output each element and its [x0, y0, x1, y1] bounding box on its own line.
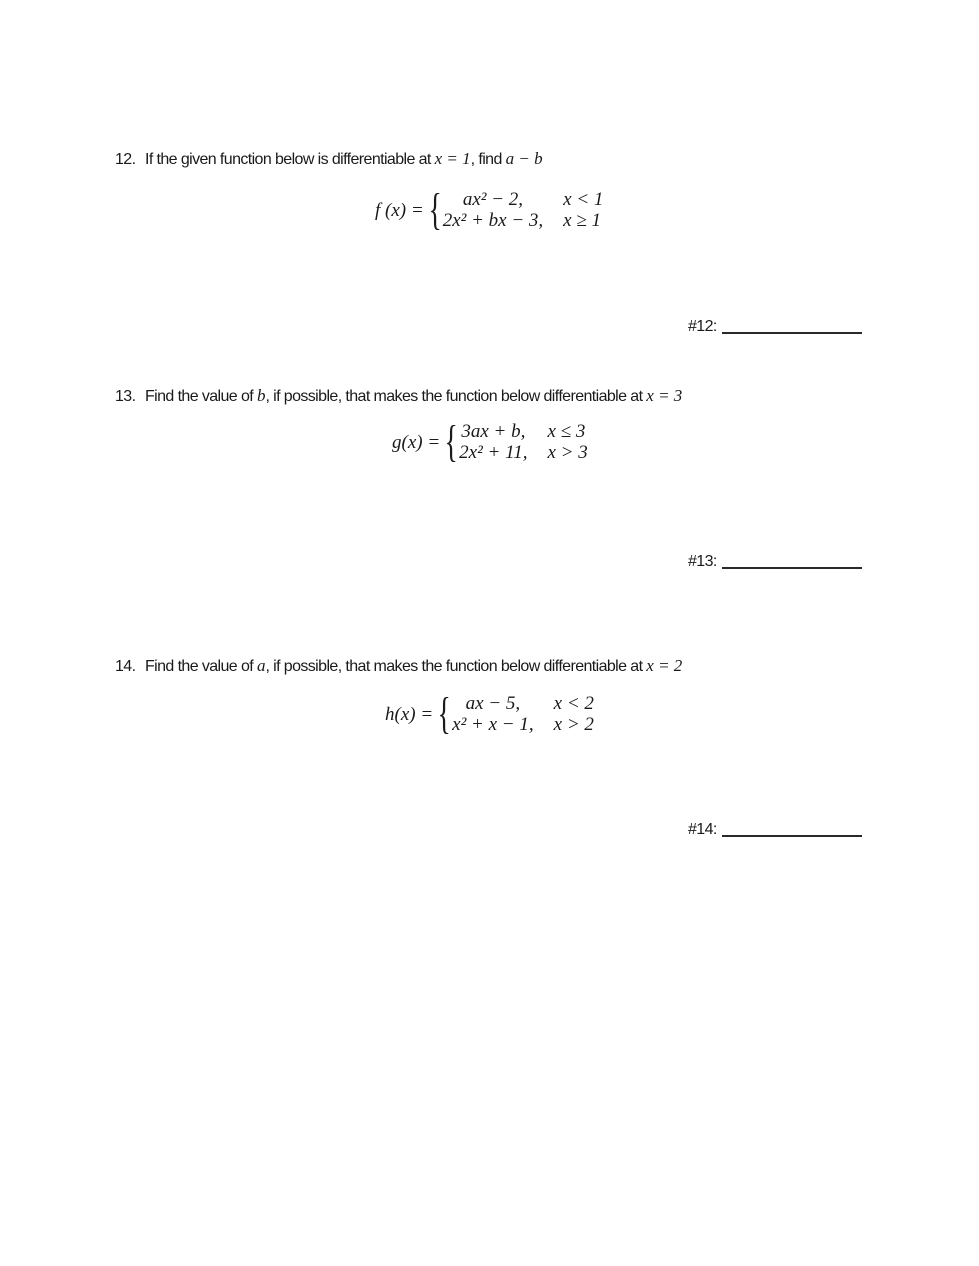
- problem-13-text-2: , if possible, that makes the function below differentiable at: [265, 388, 647, 405]
- problem-12-math-2: a − b: [505, 149, 543, 168]
- problem-13-statement: [115, 385, 682, 408]
- problem-14-answer: [688, 819, 862, 841]
- problem-12-number: 12.: [115, 151, 136, 168]
- left-brace: {: [428, 185, 442, 234]
- answer-blank-line: [722, 567, 862, 569]
- left-brace: {: [437, 689, 451, 738]
- piecewise-rows: [459, 421, 588, 463]
- problem-13-math-1: b: [256, 386, 266, 405]
- left-brace: {: [444, 417, 458, 466]
- problem-14-text-2: , if possible, that makes the function below differentiable at: [265, 658, 647, 675]
- problem-13-text-1: Find the value of: [145, 388, 257, 405]
- answer-label-12: #12:: [688, 318, 717, 335]
- answer-blank-line: [722, 835, 862, 837]
- problem-14-number: 14.: [115, 658, 136, 675]
- problem-12-statement: [115, 148, 543, 171]
- problem-14-piecewise-function: [385, 689, 594, 738]
- piece-expression: 2x² + 11,: [459, 442, 528, 463]
- problem-14-statement: [115, 655, 682, 678]
- problem-13-math-2: x = 3: [646, 386, 683, 405]
- answer-label-13: #13:: [688, 553, 717, 570]
- answer-blank-line: [722, 332, 862, 334]
- problem-13-number: 13.: [115, 388, 136, 405]
- piece-expression: ax − 5,: [465, 693, 521, 714]
- problem-12-answer: [688, 316, 862, 338]
- problem-14-math-1: a: [256, 656, 266, 675]
- piece-condition: x < 2: [553, 693, 594, 714]
- piecewise-rows: [452, 693, 594, 735]
- piecewise-rows: [443, 189, 604, 231]
- piece-expression: 2x² + bx − 3,: [442, 210, 544, 231]
- piece-condition: x ≥ 1: [563, 210, 602, 231]
- function-lhs-g: g(x) =: [392, 431, 441, 453]
- problem-13-piecewise-function: [392, 417, 588, 466]
- piece-condition: x > 2: [553, 714, 594, 735]
- function-lhs-h: h(x) =: [385, 703, 434, 725]
- problem-14-text-1: Find the value of: [145, 658, 257, 675]
- piece-expression: 3ax + b,: [461, 421, 526, 442]
- problem-12-piecewise-function: [375, 185, 604, 234]
- problem-12-math-1: x = 1: [434, 149, 471, 168]
- piece-condition: x ≤ 3: [547, 421, 586, 442]
- problem-12-text-2: , find: [470, 151, 506, 168]
- answer-label-14: #14:: [688, 821, 717, 838]
- function-lhs-f: f (x) =: [375, 199, 424, 221]
- piece-condition: x > 3: [547, 442, 588, 463]
- piece-condition: x < 1: [563, 189, 604, 210]
- problem-14-math-2: x = 2: [646, 656, 683, 675]
- problem-12-text-1: If the given function below is differentiable at: [145, 151, 435, 168]
- piece-expression: ax² − 2,: [462, 189, 524, 210]
- piece-expression: x² + x − 1,: [452, 714, 534, 735]
- problem-13-answer: [688, 551, 862, 573]
